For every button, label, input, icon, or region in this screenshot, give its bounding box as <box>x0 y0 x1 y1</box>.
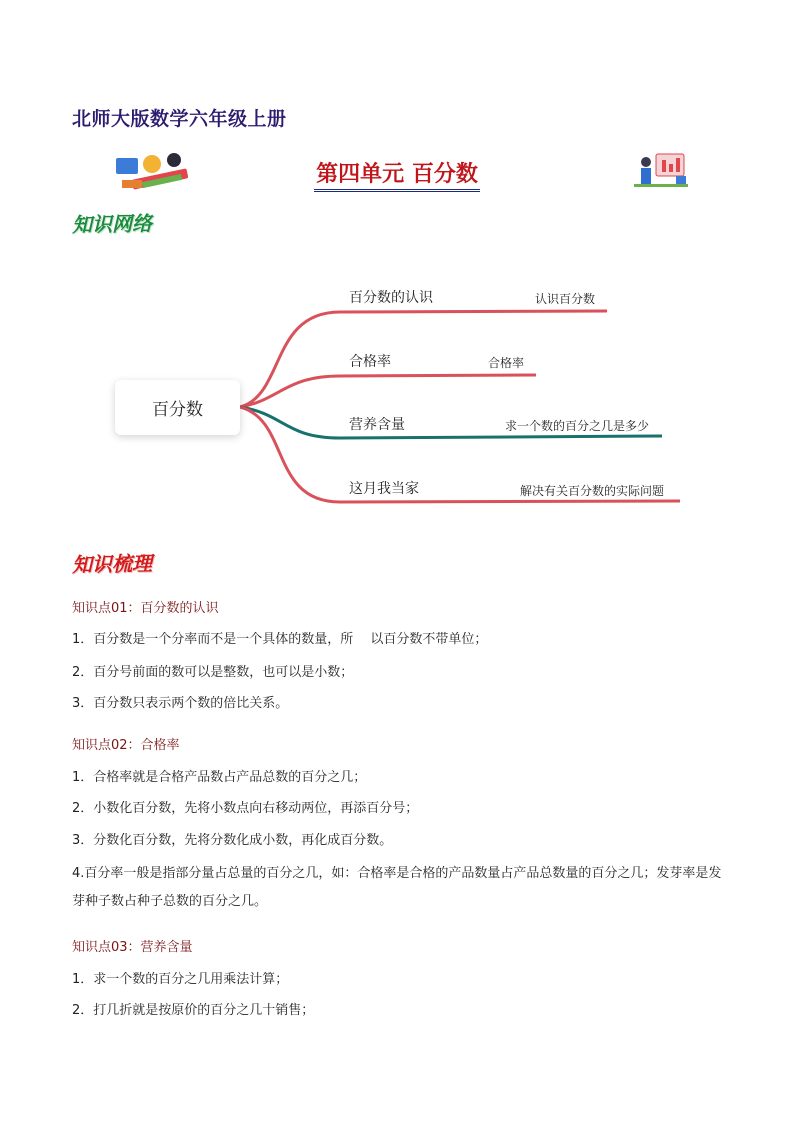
branch-sub-1: 认识百分数 <box>535 292 596 306</box>
review-heading: 知识梳理 <box>71 551 153 577</box>
branch-label-1: 百分数的认识 <box>349 290 433 306</box>
branch-sub-3: 求一个数的百分之几是多少 <box>505 419 650 433</box>
kp3-title: 知识点03：营养含量 <box>72 940 193 955</box>
mindmap-root: 百分数 <box>115 380 240 435</box>
network-heading: 知识网络 <box>71 211 153 237</box>
kp2-title: 知识点02：合格率 <box>72 738 180 753</box>
book-title: 北师大版数学六年级上册 <box>72 108 287 130</box>
kp1-title: 知识点01：百分数的认识 <box>72 601 219 616</box>
kp1-line-2: 2．百分号前面的数可以是整数，也可以是小数； <box>72 665 354 680</box>
kp2-line-3: 3．分数化百分数，先将分数化成小数，再化成百分数。 <box>72 833 393 848</box>
kp1-line-3: 3．百分数只表示两个数的倍比关系。 <box>72 696 289 711</box>
kp2-line-4: 4.百分率一般是指部分量占总量的百分之几，如：合格率是合格的产品数量占产品总数量的百分之几；发芽率是发芽种子数占种子总数的百分之几。 <box>72 866 722 909</box>
branch-curve-1 <box>240 311 607 407</box>
unit-title: 第四单元 百分数 <box>0 157 794 192</box>
kp2-line-1: 1．合格率就是合格产品数占产品总数的百分之几； <box>72 770 367 785</box>
mindmap-connectors <box>0 0 794 560</box>
branch-label-3: 营养含量 <box>349 417 405 433</box>
kp3-line-1: 1．求一个数的百分之几用乘法计算； <box>72 972 289 987</box>
branch-curve-2 <box>240 375 536 407</box>
kp1-line-1: 1．百分数是一个分率而不是一个具体的数量，所 以百分数不带单位； <box>72 632 488 647</box>
branch-sub-2: 合格率 <box>488 356 525 370</box>
kp2-line-2: 2．小数化百分数，先将小数点向右移动两位，再添百分号； <box>72 801 419 816</box>
branch-sub-4: 解决有关百分数的实际问题 <box>520 484 665 498</box>
kp3-line-2: 2．打几折就是按原价的百分之几十销售； <box>72 1003 315 1018</box>
branch-label-4: 这月我当家 <box>349 481 419 497</box>
branch-label-2: 合格率 <box>349 354 391 370</box>
